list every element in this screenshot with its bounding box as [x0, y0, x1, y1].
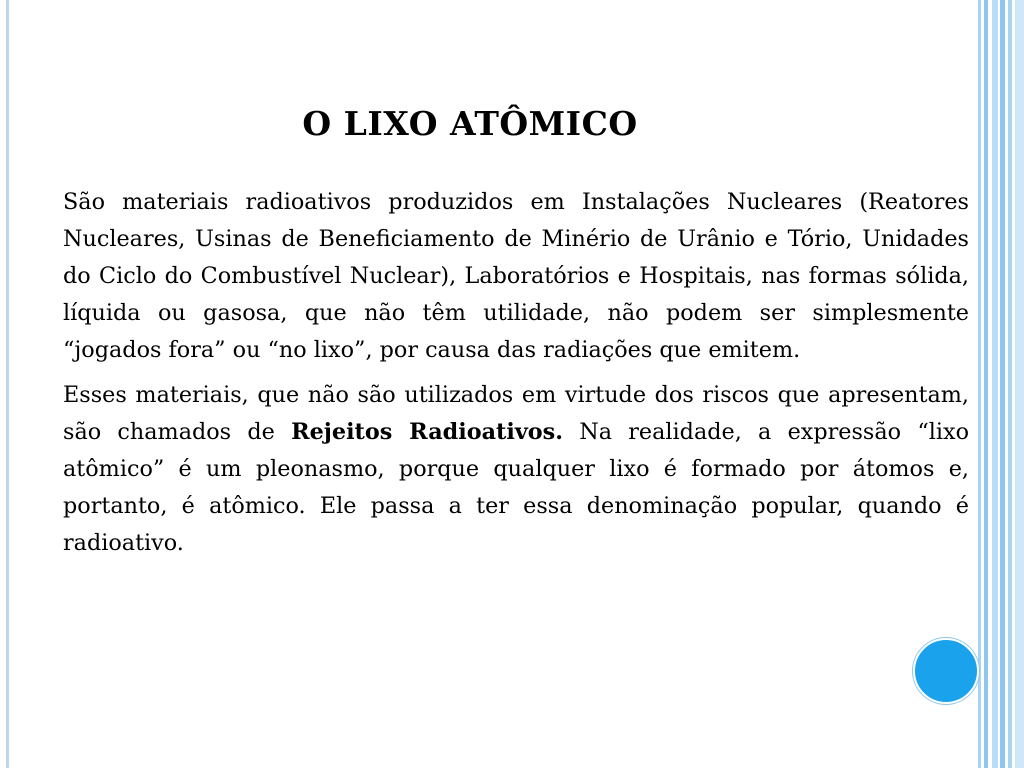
paragraph-2-before: Esses materiais, que não são utilizados em virtude dos riscos que apresentam, são chamados de [63, 382, 969, 445]
paragraph-2 [63, 377, 969, 562]
stripe [978, 0, 981, 768]
paragraph-2-after: Na realidade, a expressão “lixo atômico” é um pleonasmo, porque qualquer lixo é formado por átomos e, portanto, é atômico. Ele passa a ter essa denominação popular, quando é radioativo. [63, 419, 969, 556]
stripe [992, 0, 998, 768]
stripe [1000, 0, 1005, 768]
left-border-line [6, 0, 9, 768]
stripe [1008, 0, 1012, 768]
paragraph-1: São materiais radioativos produzidos em Instalações Nucleares (Reatores Nucleares, Usinas de Beneficiamento de Minério de Urânio e Tório, Unidades do Ciclo do Combustível Nuclear), Laboratórios e Hospitais, nas formas sólida, líquida ou gasosa, que não têm utilidade, não podem ser simplesmente “jogados fora” ou “no lixo”, por causa das radiações que emitem. [63, 189, 969, 363]
right-decorative-stripes [978, 0, 1024, 768]
stripe [1015, 0, 1024, 768]
slide-body [63, 184, 969, 570]
paragraph-2-bold-term: Rejeitos Radioativos. [291, 419, 563, 445]
slide-title: O LIXO ATÔMICO [302, 104, 638, 143]
stripe [984, 0, 988, 768]
decorative-circle-icon [913, 638, 979, 704]
